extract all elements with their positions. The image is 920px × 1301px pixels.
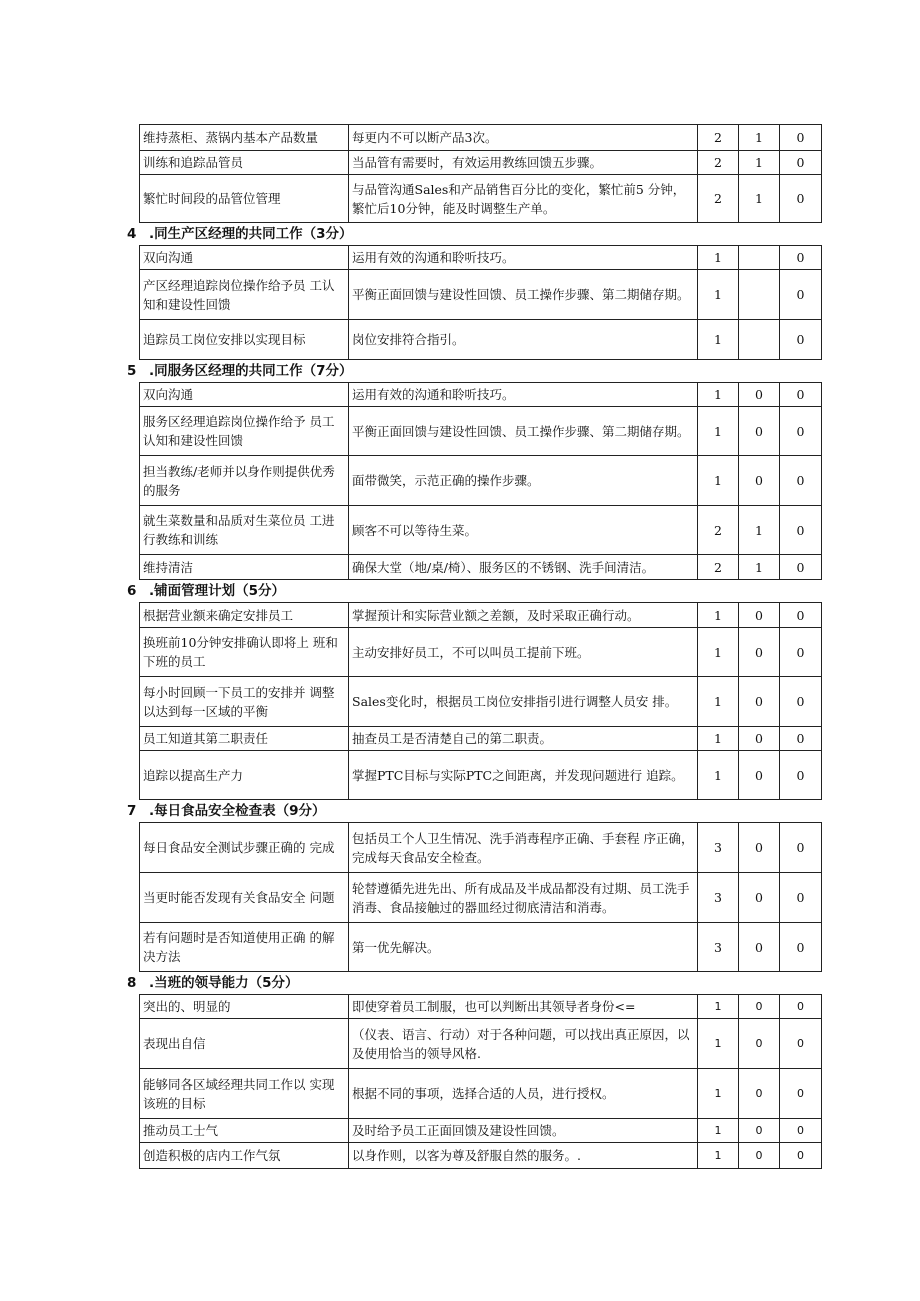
item-cell: 突出的、明显的 [140,995,349,1019]
item-cell: 双向沟通 [140,246,349,270]
standard-cell: 即使穿着员工制服，也可以判断出其领导者身份<= [349,995,698,1019]
score-zero-cell: 0 [780,628,822,677]
standard-cell: 及时给予员工正面回馈及建设性回馈。 [349,1119,698,1143]
table-row [140,1119,822,1143]
section-title: .同生产区经理的共同工作（3分） [149,226,353,242]
section-heading [127,223,821,245]
score-zero-cell: 0 [780,320,822,360]
score-zero-cell: 0 [780,407,822,456]
score-full-cell: 1 [698,246,739,270]
score-full-cell: 2 [698,175,739,223]
score-zero-cell: 0 [780,506,822,555]
standard-cell: 运用有效的沟通和聆听技巧。 [349,246,698,270]
item-cell: 每小时回顾一下员工的安排并 调整以达到每一区域的平衡 [140,677,349,727]
item-cell: 就生菜数量和品质对生菜位员 工进行教练和训练 [140,506,349,555]
score-zero-cell: 0 [780,555,822,580]
standard-cell: 确保大堂（地/桌/椅）、服务区的不锈钢、洗手间清洁。 [349,555,698,580]
table-row [140,628,822,677]
score-full-cell: 1 [698,320,739,360]
score-full-cell: 3 [698,823,739,873]
standard-cell: 第一优先解决。 [349,923,698,972]
table-row [140,320,822,360]
table-row [140,923,822,972]
section-title: .同服务区经理的共同工作（7分） [149,363,353,379]
table-row [140,555,822,580]
score-table [139,124,822,223]
section-title: .当班的领导能力（5分） [149,975,299,991]
score-partial-cell: 0 [739,873,780,923]
score-partial-cell: 0 [739,603,780,628]
section-title: .铺面管理计划（5分） [149,583,286,599]
score-partial-cell [739,246,780,270]
score-zero-cell: 0 [780,751,822,800]
item-cell: 员工知道其第二职责任 [140,727,349,751]
table-row [140,823,822,873]
standard-cell: 与品管沟通Sales和产品销售百分比的变化，繁忙前5 分钟，繁忙后10分钟，能及时调整生产单。 [349,175,698,223]
score-table [139,245,822,360]
standard-cell: 平衡正面回馈与建设性回馈、员工操作步骤、第二期储存期。 [349,407,698,456]
score-full-cell: 2 [698,506,739,555]
item-cell: 创造积极的店内工作气氛 [140,1143,349,1169]
score-full-cell: 1 [698,603,739,628]
item-cell: 每日食品安全测试步骤正确的 完成 [140,823,349,873]
score-zero-cell: 0 [780,603,822,628]
score-full-cell: 1 [698,1069,739,1119]
section-heading [127,972,821,994]
table-row [140,506,822,555]
table-row [140,456,822,506]
standard-cell: 当品管有需要时，有效运用教练回馈五步骤。 [349,151,698,175]
score-table [139,994,822,1169]
score-full-cell: 1 [698,628,739,677]
score-partial-cell: 0 [739,628,780,677]
standard-cell: 轮替遵循先进先出、所有成品及半成品都没有过期、员工洗手消毒、食品接触过的器皿经过彻底清洁和消毒。 [349,873,698,923]
score-partial-cell: 0 [739,995,780,1019]
section-heading [127,580,821,602]
table-row [140,407,822,456]
score-partial-cell: 0 [739,1119,780,1143]
score-full-cell: 3 [698,923,739,972]
item-cell: 产区经理追踪岗位操作给予员 工认知和建设性回馈 [140,270,349,320]
section-number: 5 [127,363,137,379]
section-title: .每日食品安全检查表（9分） [149,803,326,819]
score-partial-cell: 0 [739,727,780,751]
item-cell: 双向沟通 [140,383,349,407]
table-row [140,677,822,727]
table-row [140,603,822,628]
score-zero-cell: 0 [780,270,822,320]
score-partial-cell: 1 [739,151,780,175]
score-partial-cell: 0 [739,1069,780,1119]
item-cell: 表现出自信 [140,1019,349,1069]
score-zero-cell: 0 [780,823,822,873]
evaluation-document [127,124,821,1169]
item-cell: 追踪以提高生产力 [140,751,349,800]
table-row [140,270,822,320]
score-zero-cell: 0 [780,1143,822,1169]
score-full-cell: 2 [698,555,739,580]
score-zero-cell: 0 [780,923,822,972]
standard-cell: （仪表、语言、行动）对于各种问题，可以找出真正原因，以及使用恰当的领导风格. [349,1019,698,1069]
table-row [140,873,822,923]
table-row [140,175,822,223]
item-cell: 当更时能否发现有关食品安全 问题 [140,873,349,923]
score-full-cell: 1 [698,270,739,320]
score-full-cell: 2 [698,151,739,175]
table-row [140,1019,822,1069]
item-cell: 担当教练/老师并以身作则提供优秀的服务 [140,456,349,506]
item-cell: 服务区经理追踪岗位操作给予 员工认知和建设性回馈 [140,407,349,456]
section-number: 6 [127,583,137,599]
item-cell: 能够同各区域经理共同工作以 实现该班的目标 [140,1069,349,1119]
score-partial-cell: 1 [739,175,780,223]
score-zero-cell: 0 [780,1019,822,1069]
score-partial-cell [739,270,780,320]
item-cell: 繁忙时间段的品管位管理 [140,175,349,223]
standard-cell: 掌握预计和实际营业额之差额，及时采取正确行动。 [349,603,698,628]
score-table [139,822,822,972]
standard-cell: 以身作则，以客为尊及舒服自然的服务。. [349,1143,698,1169]
item-cell: 推动员工士气 [140,1119,349,1143]
score-zero-cell: 0 [780,727,822,751]
score-partial-cell: 0 [739,383,780,407]
score-zero-cell: 0 [780,1119,822,1143]
standard-cell: 岗位安排符合指引。 [349,320,698,360]
score-partial-cell: 0 [739,923,780,972]
score-full-cell: 1 [698,751,739,800]
score-full-cell: 1 [698,1119,739,1143]
table-row [140,995,822,1019]
standard-cell: 运用有效的沟通和聆听技巧。 [349,383,698,407]
item-cell: 换班前10分钟安排确认即将上 班和下班的员工 [140,628,349,677]
score-partial-cell: 0 [739,751,780,800]
standard-cell: 平衡正面回馈与建设性回馈、员工操作步骤、第二期储存期。 [349,270,698,320]
score-zero-cell: 0 [780,995,822,1019]
standard-cell: 根据不同的事项，选择合适的人员，进行授权。 [349,1069,698,1119]
score-zero-cell: 0 [780,125,822,151]
section-number: 8 [127,975,137,991]
score-full-cell: 1 [698,677,739,727]
score-partial-cell: 0 [739,1143,780,1169]
score-zero-cell: 0 [780,1069,822,1119]
score-partial-cell: 1 [739,506,780,555]
score-full-cell: 1 [698,456,739,506]
score-partial-cell [739,320,780,360]
table-row [140,246,822,270]
score-full-cell: 1 [698,1143,739,1169]
standard-cell: 掌握PTC目标与实际PTC之间距离，并发现问题进行 追踪。 [349,751,698,800]
standard-cell: 顾客不可以等待生菜。 [349,506,698,555]
score-partial-cell: 0 [739,407,780,456]
item-cell: 维持蒸柜、蒸锅内基本产品数量 [140,125,349,151]
section-heading [127,800,821,822]
score-full-cell: 1 [698,383,739,407]
score-full-cell: 3 [698,873,739,923]
score-partial-cell: 1 [739,555,780,580]
score-zero-cell: 0 [780,456,822,506]
table-row [140,1143,822,1169]
score-full-cell: 2 [698,125,739,151]
standard-cell: 抽查员工是否清楚自己的第二职责。 [349,727,698,751]
table-row [140,125,822,151]
score-partial-cell: 0 [739,456,780,506]
standard-cell: 面带微笑，示范正确的操作步骤。 [349,456,698,506]
table-row [140,383,822,407]
standard-cell: Sales变化时，根据员工岗位安排指引进行调整人员安 排。 [349,677,698,727]
item-cell: 训练和追踪品管员 [140,151,349,175]
section-number: 7 [127,803,137,819]
item-cell: 根据营业额来确定安排员工 [140,603,349,628]
score-zero-cell: 0 [780,383,822,407]
table-row [140,751,822,800]
score-full-cell: 1 [698,995,739,1019]
score-zero-cell: 0 [780,175,822,223]
item-cell: 追踪员工岗位安排以实现目标 [140,320,349,360]
score-partial-cell: 0 [739,677,780,727]
score-partial-cell: 1 [739,125,780,151]
score-zero-cell: 0 [780,151,822,175]
score-table [139,382,822,580]
score-zero-cell: 0 [780,246,822,270]
standard-cell: 每更内不可以断产品3次。 [349,125,698,151]
section-number: 4 [127,226,137,242]
item-cell: 维持清洁 [140,555,349,580]
table-row [140,151,822,175]
score-table [139,602,822,800]
score-partial-cell: 0 [739,823,780,873]
score-full-cell: 1 [698,407,739,456]
table-row [140,727,822,751]
standard-cell: 主动安排好员工，不可以叫员工提前下班。 [349,628,698,677]
score-zero-cell: 0 [780,677,822,727]
score-full-cell: 1 [698,727,739,751]
item-cell: 若有问题时是否知道使用正确 的解决方法 [140,923,349,972]
section-heading [127,360,821,382]
score-partial-cell: 0 [739,1019,780,1069]
standard-cell: 包括员工个人卫生情况、洗手消毒程序正确、手套程 序正确，完成每天食品安全检查。 [349,823,698,873]
table-row [140,1069,822,1119]
score-zero-cell: 0 [780,873,822,923]
score-full-cell: 1 [698,1019,739,1069]
